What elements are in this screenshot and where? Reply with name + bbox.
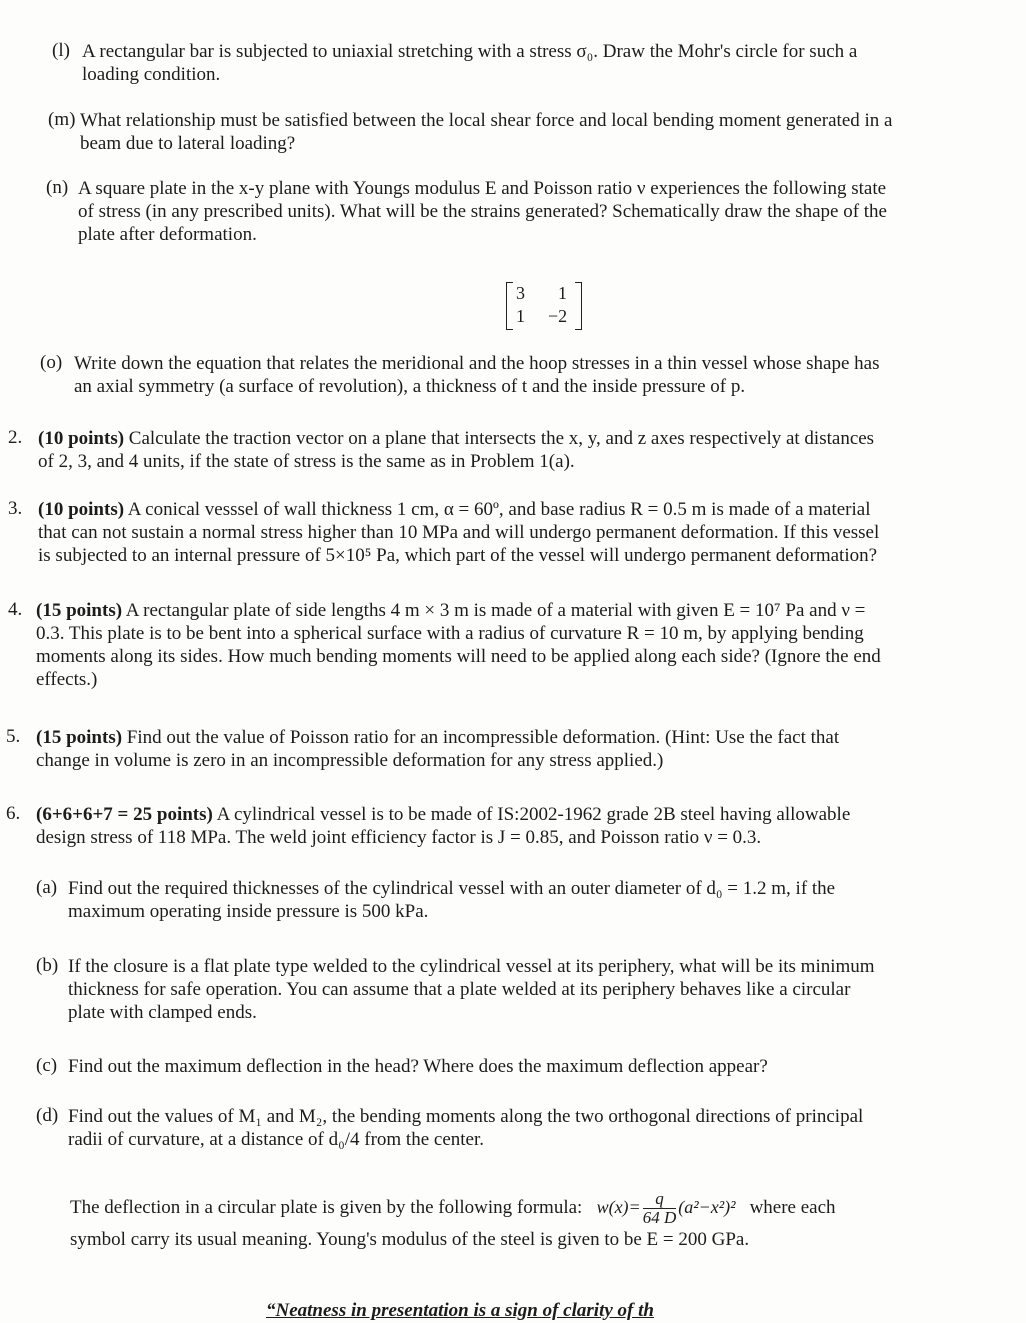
q5-line-2: change in volume is zero in an incompressible deformation for any stress applied.) [36,750,664,771]
question-6d [68,1105,863,1151]
q2-line-2: of 2, 3, and 4 units, if the state of stress is the same as in Problem 1(a). [38,451,575,472]
question-number-6: 6. [6,803,21,824]
q5-text-1: Find out the value of Poisson ratio for an incompressible deformation. (Hint: Use the fact that [126,727,840,748]
question-number-4: 4. [8,599,23,620]
note-line-2: symbol carry its usual meaning. Young's modulus of the steel is given to be E = 200 GPa. [70,1229,750,1251]
item-label-6c: (c) [36,1055,58,1076]
matrix-cell-12: 1 [558,283,567,303]
q5-points: (15 points) [36,727,123,748]
matrix-right-bracket [575,282,582,330]
q6b-line-3: plate with clamped ends. [68,1002,257,1023]
question-4 [36,599,881,691]
q6b-line-1: If the closure is a flat plate type welded to the cylindrical vessel at its periphery, what will be its minimum [68,956,875,977]
q1o-line-1: Write down the equation that relates the meridional and the hoop stresses in a thin vessel whose shape has [74,353,880,374]
q6a-line-2: maximum operating inside pressure is 500 kPa. [68,901,429,922]
item-label-o: (o) [40,352,63,373]
note-text-after: where each [749,1197,836,1218]
q3-points: (10 points) [38,499,125,520]
q6a-line-1: Find out the required thicknesses of the cylindrical vessel with an outer diameter of d₀ = 1.2 m, if the [68,878,836,899]
q6-text-1: A cylindrical vessel is to be made of IS:2002-1962 grade 2B steel having allowable [216,804,851,825]
question-3 [38,498,879,567]
q4-points: (15 points) [36,600,123,621]
question-5 [36,726,839,772]
question-1o [74,352,879,398]
matrix-left-bracket [506,282,513,330]
formula-lhs: w(x)= [596,1197,641,1217]
formula-rhs: (a²−x²)² [678,1197,736,1217]
question-number-3: 3. [8,498,23,519]
q3-line-1 [38,498,879,521]
q6-points: (6+6+6+7 = 25 points) [36,804,213,825]
footer-quote: “Neatness in presentation is a sign of clarity of th [266,1300,654,1321]
question-6a [68,877,835,923]
item-label-6a: (a) [36,877,58,898]
deflection-note [70,1190,836,1253]
q4-line-2: 0.3. This plate is to be bent into a spherical surface with a radius of curvature R = 10 m, by applying bending [36,623,864,644]
question-6 [36,803,850,849]
note-text-before: The deflection in a circular plate is given by the following formula: [70,1197,583,1218]
question-2 [38,427,874,473]
q4-text-1: A rectangular plate of side lengths 4 m × 3 m is made of a material with given E = 10⁷ Pa and ν = [125,600,866,621]
note-line-1 [70,1190,836,1227]
q4-line-1 [36,599,881,622]
item-label-6b: (b) [36,955,59,976]
stress-matrix [506,280,582,332]
formula-fraction [643,1190,677,1227]
q1m-line-1: What relationship must be satisfied between the local shear force and local bending moment generated in a [80,110,893,131]
q3-text-1: A conical vesssel of wall thickness 1 cm, α = 60º, and base radius R = 0.5 m is made of a material [127,499,871,520]
q2-line-1 [38,427,874,450]
question-number-5: 5. [6,726,21,747]
q6d-line-2: radii of curvature, at a distance of d₀/4 from the center. [68,1129,485,1150]
q1l-line-1: A rectangular bar is subjected to uniaxial stretching with a stress σ₀. Draw the Mohr's circle for such a [82,41,858,62]
question-1l [82,40,857,86]
q3-line-3: is subjected to an internal pressure of 5×10⁵ Pa, which part of the vessel will undergo permanent deformation? [38,545,878,566]
q6d-line-1: Find out the values of M₁ and M₂, the bending moments along the two orthogonal directions of principal [68,1106,864,1127]
q1n-line-2: of stress (in any prescribed units). What will be the strains generated? Schematically draw the shape of the [78,201,887,222]
question-1n [78,177,887,246]
matrix-cell-22: −2 [548,306,568,326]
item-label-m: (m) [48,109,76,130]
q1l-line-2: loading condition. [82,64,221,85]
q2-text-1: Calculate the traction vector on a plane that intersects the x, y, and z axes respectively at distances [128,428,875,449]
q3-line-2: that can not sustain a normal stress higher than 10 MPa and will undergo permanent deformation. If this vessel [38,522,880,543]
q1n-line-3: plate after deformation. [78,224,257,245]
formula-numerator: q [643,1190,677,1209]
q1n-line-1: A square plate in the x-y plane with Youngs modulus E and Poisson ratio ν experiences the following state [78,178,887,199]
q5-line-1 [36,726,839,749]
q6-line-1 [36,803,850,826]
question-6b [68,955,875,1024]
item-label-l: (l) [52,40,70,61]
q6-line-2: design stress of 118 MPa. The weld joint efficiency factor is J = 0.85, and Poisson ratio ν = 0.3. [36,827,762,848]
q4-line-3: moments along its sides. How much bending moments will need to be applied along each side? (Ignore the end [36,646,881,667]
q6b-line-2: thickness for safe operation. You can assume that a plate welded at its periphery behaves like a circular [68,979,851,1000]
question-6c [68,1055,768,1078]
item-label-6d: (d) [36,1105,59,1126]
formula [596,1189,741,1228]
q2-points: (10 points) [38,428,125,449]
question-number-2: 2. [8,427,23,448]
formula-denominator: 64 D [642,1208,677,1228]
q1m-line-2: beam due to lateral loading? [80,133,296,154]
q1o-line-2: an axial symmetry (a surface of revolution), a thickness of t and the inside pressure of p. [74,376,746,397]
q4-line-4: effects.) [36,669,98,690]
matrix-cell-11: 3 [516,283,525,303]
item-label-n: (n) [46,177,69,198]
matrix-cell-21: 1 [516,306,525,326]
q6c-line-1: Find out the maximum deflection in the head? Where does the maximum deflection appear? [68,1056,768,1077]
question-1m [80,109,892,155]
